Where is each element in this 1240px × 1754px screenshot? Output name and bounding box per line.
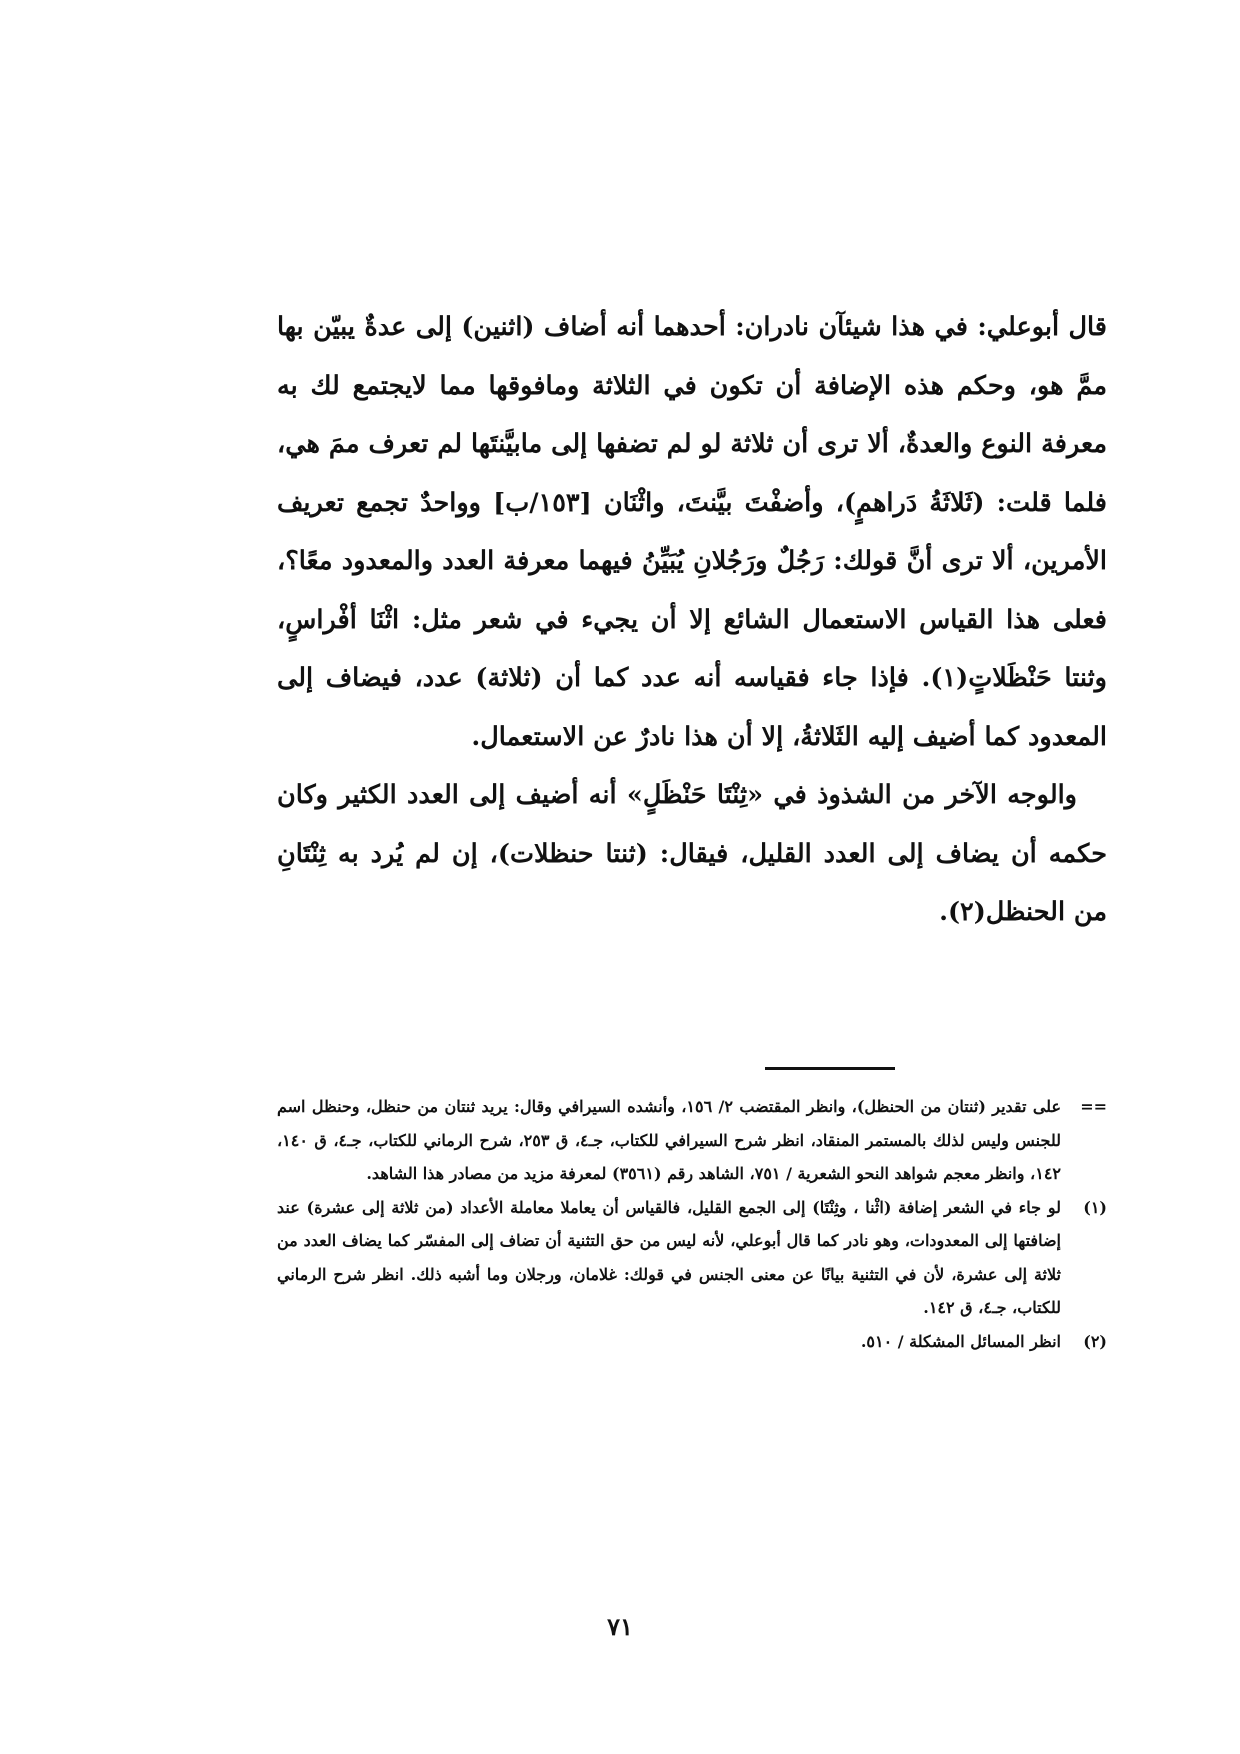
footnote-marker: == xyxy=(1080,1097,1107,1116)
footnote-text: انظر المسائل المشكلة / ٥١٠. xyxy=(860,1331,1061,1351)
footnote-2 xyxy=(277,1325,1107,1359)
footnote-text: على تقدير (ثنتان من الحنظل)، وانظر المقتضب ٢/ ١٥٦، وأنشده السيرافي وقال: يريد ثنتان من حنظل، وحنظل اسم للجنس وليس لذلك بالمستمر المنقاد، انظر شرح السيرافي للكتاب، جـ٤، ق ٢٥٣، شرح الرماني للكتاب، جـ٤، ق ١٤٠، ١٤٢، وانظر معجم شواهد النحو الشعرية / ٧٥١، الشاهد رقم (٣٥٦١) لمعرفة مزيد من مصادر هذا الشاهد. xyxy=(277,1097,1062,1183)
page-number: ٧١ xyxy=(607,1612,633,1641)
footnote-marker: (٢) xyxy=(1083,1331,1107,1351)
main-text-body xyxy=(277,298,1107,942)
body-paragraph: والوجه الآخر من الشذوذ في «ثِنْتَا حَنْظَلٍ» أنه أضيف إلى العدد الكثير وكان حكمه أن يضاف إلى العدد القليل، فيقال: (ثنتا حنظلات)، إن لم يُرد به ثِنْتَانِ من الحنظل(٢). xyxy=(277,780,1107,927)
footnote-text: لو جاء في الشعر إضافة (اثْنا ، وثِنْتَا) إلى الجمع القليل، فالقياس أن يعاملا معاملة الأعداد (من ثلاثة إلى عشرة) عند إضافتها إلى المعدودات، وهو نادر كما قال أبوعلي، لأنه ليس من حق التثنية أن تضاف إلى المفسّر كما يضاف العدد من ثلاثة إلى عشرة، لأن في التثنية بيانًا عن معنى الجنس في قولك: غلامان، ورجلان وما أشبه ذلك. انظر شرح الرماني للكتاب، جـ٤، ق ١٤٢. xyxy=(277,1197,1062,1317)
body-paragraph: قال أبوعلي: في هذا شيئآن نادران: أحدهما أنه أضاف (اثنين) إلى عدةٌ يبيّن بها ممَّ هو، وحكم هذه الإضافة أن تكون في الثلاثة ومافوقها مما لايجتمع لك به معرفة النوع والعدةٌ، ألا ترى أن ثلاثة لو لم تضفها إلى مابيَّنتَها لم تعرف ممَ هي، فلما قلت: (ثَلاثَةُ دَراهمٍ)، وأضفْتَ بيَّنتَ، واثْنَان [١٥٣/ب] وواحدٌ تجمع تعريف الأمرين، ألا ترى أنَّ قولك: رَجُلٌ ورَجُلانِ يُبَيِّنُ فيهما معرفة العدد والمعدود معًا؟، فعلى هذا القياس الاستعمال الشائع إلا أن يجيء في شعر مثل: اثْنَا أفْراسٍ، وثنتا حَنْظَلاتٍ(١). فإذا جاء فقياسه أنه عدد كما أن (ثلاثة) عدد، فيضاف إلى المعدود كما أضيف إليه الثَلاثةُ، إلا أن هذا نادرٌ عن الاستعمال. xyxy=(277,312,1108,752)
footnote-1 xyxy=(277,1191,1107,1325)
footnote-continuation xyxy=(277,1090,1107,1191)
footnotes-section xyxy=(277,1090,1107,1358)
footnote-separator xyxy=(765,1067,895,1070)
footnote-marker: (١) xyxy=(1083,1197,1107,1217)
